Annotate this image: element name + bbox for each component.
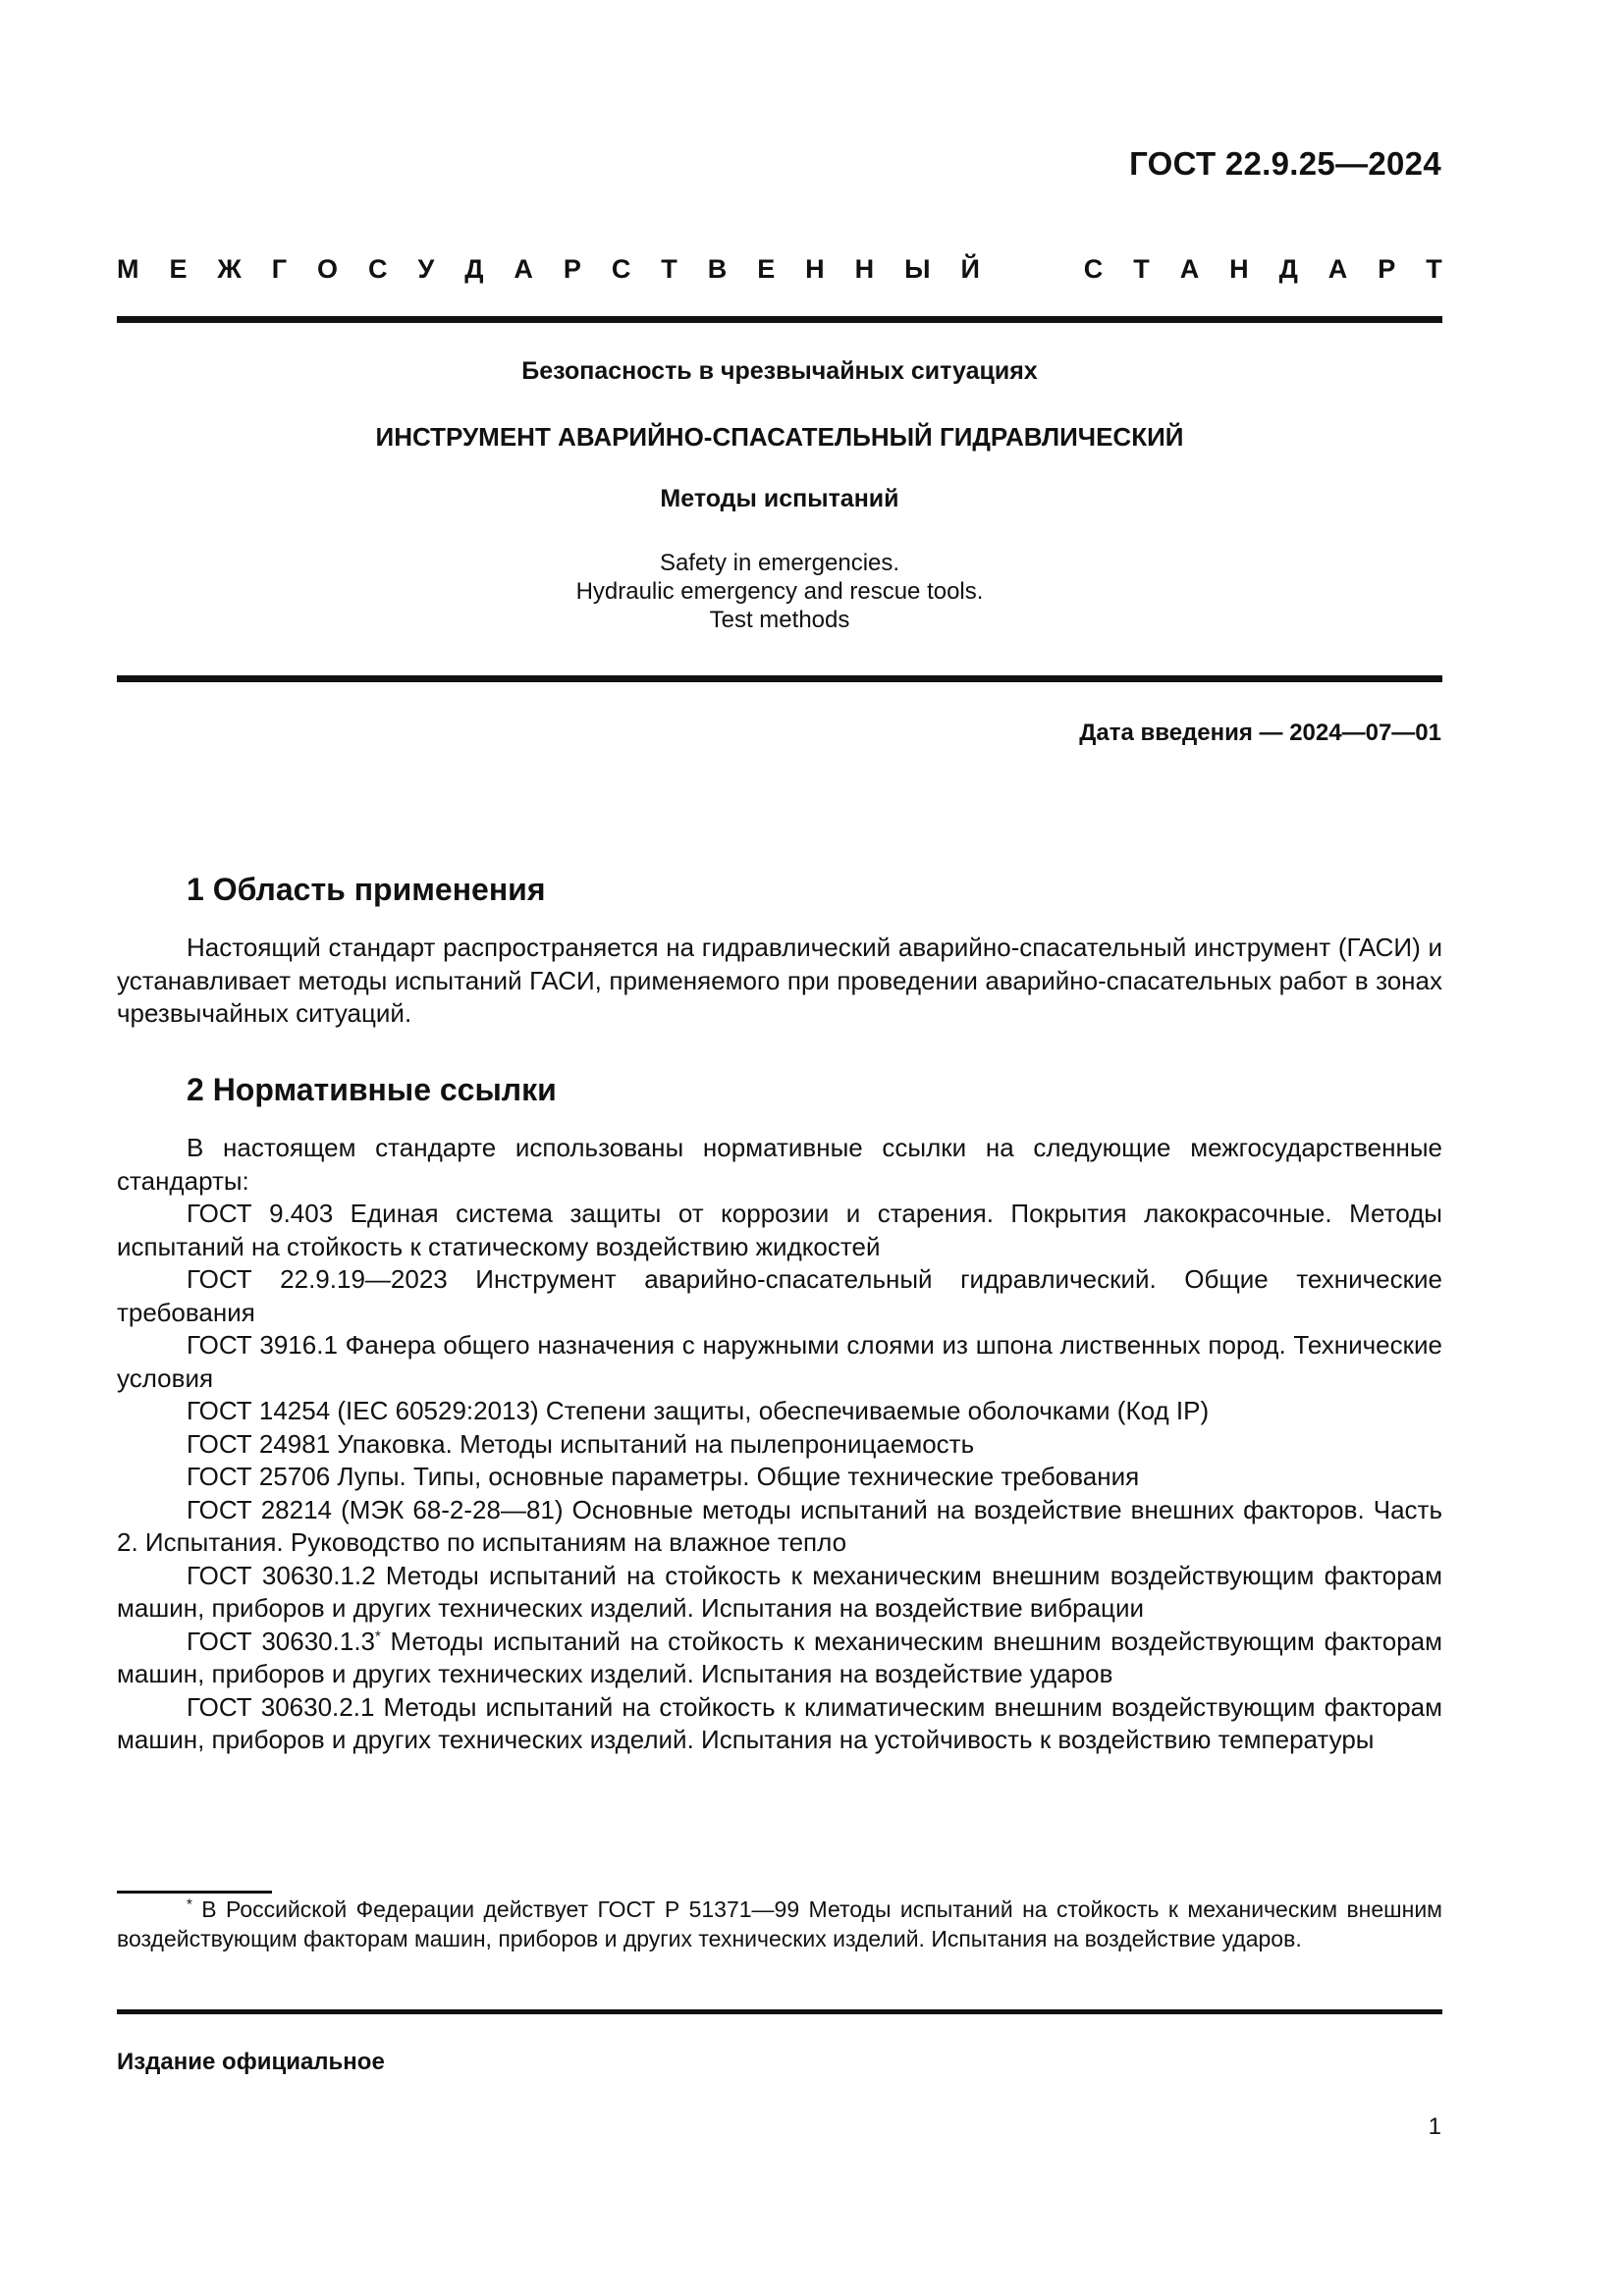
reference-item: ГОСТ 9.403 Единая система защиты от коррозии и старения. Покрытия лакокрасочные. Методы испытаний на стойкость к статическому воздействию жидкостей (117, 1199, 1442, 1261)
introduction-date: Дата введения — 2024—07—01 (1079, 720, 1441, 746)
banner-letter: Т (1133, 254, 1150, 284)
banner-letter: Т (661, 254, 677, 284)
english-title-line: Test methods (709, 607, 850, 633)
banner-letter: Р (1378, 254, 1396, 284)
banner-letter: С (368, 254, 388, 284)
footnote-separator (117, 1891, 272, 1894)
standard-title: ИНСТРУМЕНТ АВАРИЙНО-СПАСАТЕЛЬНЫЙ ГИДРАВЛИЧЕСКИЙ (375, 422, 1184, 452)
section-2-body (117, 1132, 1442, 1757)
footnote-text-block (117, 1895, 1442, 1953)
footnote (117, 1895, 1442, 1953)
footnote-text: В Российской Федерации действует ГОСТ Р 51371—99 Методы испытаний на стойкость к механическим внешним воздействующим факторам машин, приборов и других технических изделий. Испытания на воздействие ударов. (117, 1896, 1442, 1951)
banner-letter: А (514, 254, 533, 284)
banner-letter: Т (1426, 254, 1442, 284)
reference-item-with-footnote (117, 1626, 1442, 1691)
footnote-marker: * (375, 1627, 381, 1644)
banner-letter: Д (1278, 254, 1298, 284)
banner-letter: Н (1229, 254, 1249, 284)
banner-letter: А (1327, 254, 1348, 284)
reference-item: ГОСТ 30630.1.2 Методы испытаний на стойкость к механическим внешним воздействующим факторам машин, приборов и других технических изделий. Испытания на воздействие вибрации (117, 1560, 1442, 1623)
banner-letter: Н (805, 254, 825, 284)
banner-letter: В (707, 254, 728, 284)
banner-letter: Н (854, 254, 875, 284)
reference-item: ГОСТ 3916.1 Фанера общего назначения с наружными слоями из шпона лиственных пород. Технические условия (117, 1330, 1442, 1393)
reference-text: Методы испытаний на стойкость к механическим внешним воздействующим факторам машин, приборов и других технических изделий. Испытания на воздействие ударов (117, 1626, 1442, 1688)
footnote-marker: * (187, 1896, 192, 1913)
banner-gap (1010, 254, 1054, 285)
reference-item: ГОСТ 22.9.19—2023 Инструмент аварийно-спасательный гидравлический. Общие технические требования (117, 1264, 1442, 1327)
banner-letter: Е (169, 254, 188, 284)
banner-letter: Г (271, 254, 288, 284)
section-1-heading: 1 Область применения (187, 872, 546, 907)
reference-item: ГОСТ 25706 Лупы. Типы, основные параметры. Общие технические требования (187, 1462, 1140, 1491)
section-2-heading: 2 Нормативные ссылки (187, 1072, 557, 1107)
banner-letter: О (317, 254, 339, 284)
banner-letter: Е (757, 254, 776, 284)
reference-item: ГОСТ 24981 Упаковка. Методы испытаний на пылепроницаемость (187, 1428, 975, 1459)
reference-item: ГОСТ 30630.2.1 Методы испытаний на стойкость к климатическим внешним воздействующим факторам машин, приборов и других технических изделий. Испытания на устойчивость к воздействию температуры (117, 1691, 1442, 1754)
banner-letter: С (1083, 254, 1104, 284)
banner-letter: А (1179, 254, 1200, 284)
english-title-line: Safety in emergencies. (659, 550, 900, 576)
reference-item: ГОСТ 28214 (МЭК 68-2-28—81) Основные методы испытаний на воздействие внешних факторов. Часть 2. Испытания. Руководство по испытаниям на влажное тепло (117, 1494, 1442, 1557)
banner-letter: Ж (217, 254, 242, 284)
paragraph: Настоящий стандарт распространяется на гидравлический аварийно-спасательный инструмент (ГАСИ) и устанавливает методы испытаний ГАСИ, применяемого при проведении аварийно-спасательных работ в зонах чрезвычайных ситуаций. (117, 933, 1442, 1028)
top-rule (117, 316, 1442, 323)
page-number: 1 (1428, 2113, 1441, 2140)
banner-letter: М (117, 254, 139, 284)
banner-letter: С (611, 254, 631, 284)
reference-item: ГОСТ 14254 (IEC 60529:2013) Степени защиты, обеспечиваемые оболочками (Код IP) (187, 1396, 1210, 1425)
edition-label: Издание официальное (117, 2049, 385, 2075)
title-bottom-rule (117, 675, 1442, 682)
reference-code: ГОСТ 30630.1.3 (187, 1626, 375, 1656)
banner-letter: Й (960, 254, 980, 284)
document-number: ГОСТ 22.9.25—2024 (1129, 145, 1441, 182)
english-title (117, 549, 1442, 634)
standard-subtitle: Методы испытаний (660, 485, 899, 512)
paragraph: В настоящем стандарте использованы нормативные ссылки на следующие межгосударственные стандарты: (117, 1133, 1442, 1196)
standard-domain: Безопасность в чрезвычайных ситуациях (521, 357, 1038, 385)
banner-letter: Д (464, 254, 484, 284)
bottom-rule (117, 2009, 1442, 2014)
banner-letter: У (417, 254, 435, 284)
standard-type-banner (117, 254, 1442, 285)
banner-letter: Ы (904, 254, 931, 284)
banner-letter: Р (563, 254, 581, 284)
section-1-body (117, 932, 1442, 1031)
english-title-line: Hydraulic emergency and rescue tools. (575, 578, 984, 605)
